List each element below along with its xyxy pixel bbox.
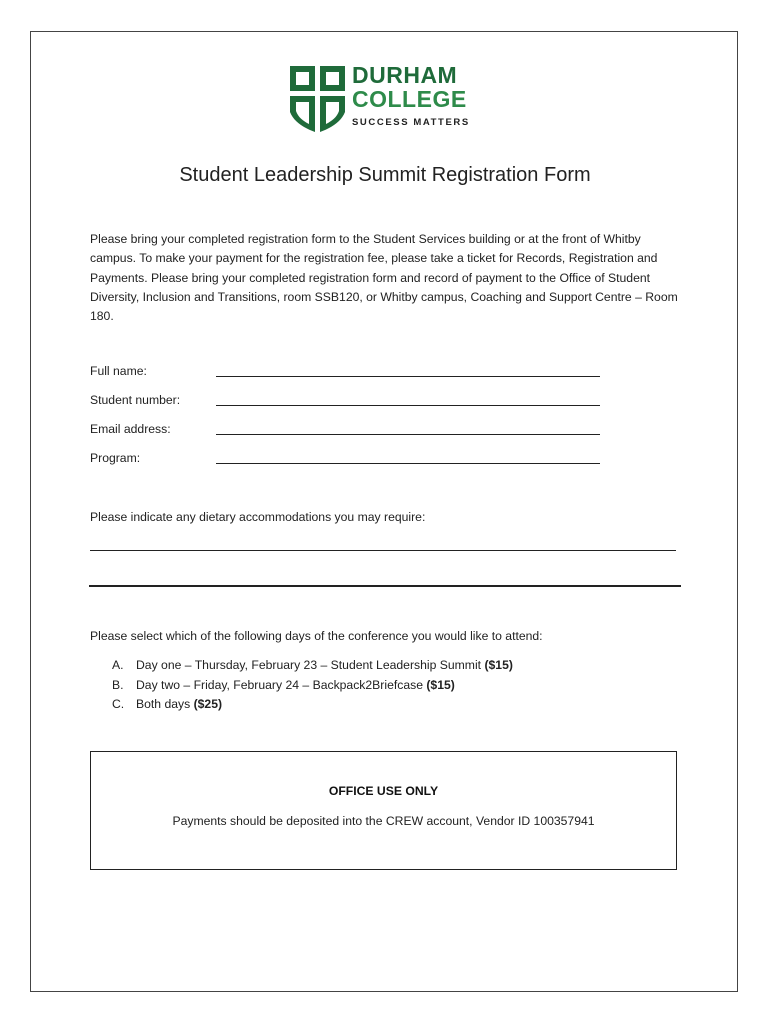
- student-number-label: Student number:: [90, 393, 181, 407]
- option-price: ($15): [484, 658, 513, 672]
- dietary-prompt: Please indicate any dietary accommodations you may require:: [90, 510, 426, 524]
- full-name-blank[interactable]: [216, 376, 600, 377]
- full-name-label: Full name:: [90, 364, 147, 378]
- days-prompt: Please select which of the following days of the conference you would like to attend:: [90, 629, 543, 643]
- program-label: Program:: [90, 451, 141, 465]
- option-day-one[interactable]: [112, 658, 513, 678]
- email-address-field[interactable]: [90, 422, 610, 442]
- student-number-field[interactable]: [90, 393, 610, 413]
- program-blank[interactable]: [216, 463, 600, 464]
- option-day-two[interactable]: [112, 678, 513, 698]
- program-field[interactable]: [90, 451, 610, 471]
- option-price: ($25): [193, 697, 223, 711]
- option-text: Day two – Friday, February 24 – Backpack2Briefcase: [136, 677, 427, 692]
- office-use-title: OFFICE USE ONLY: [328, 784, 439, 798]
- dietary-blank[interactable]: [90, 550, 676, 551]
- email-address-blank[interactable]: [216, 434, 600, 435]
- full-name-field[interactable]: [90, 364, 610, 384]
- logo-line-college: COLLEGE: [352, 86, 467, 112]
- form-title: Student Leadership Summit Registration Form: [179, 164, 591, 186]
- option-letter: B.: [112, 677, 124, 692]
- option-text: Both days: [136, 697, 194, 711]
- logo-line-durham: DURHAM: [352, 62, 458, 88]
- option-both-days[interactable]: [112, 697, 513, 717]
- intro-paragraph: Please bring your completed registration form to the Student Services building or at the front of Whitby campus. To make your payment for the registration fee, please take a ticket for Records, Registration and Payments. Please bring your completed registration form and record of payment to the Office of Student Diversity, Inclusion and Transitions, room SSB120, or Whitby campus, Coaching and Support Centre – Room 180.: [90, 232, 678, 324]
- option-letter: C.: [112, 697, 125, 711]
- option-price: ($15): [426, 677, 455, 692]
- day-options-list: [112, 658, 513, 717]
- email-address-label: Email address:: [90, 422, 171, 436]
- payment-note: Payments should be deposited into the CREW account, Vendor ID 100357941: [172, 814, 595, 828]
- logo-tagline: SUCCESS MATTERS: [352, 117, 470, 128]
- student-number-blank[interactable]: [216, 405, 600, 406]
- shield-icon: [290, 66, 345, 132]
- office-use-box: [90, 751, 677, 870]
- option-text: Day one – Thursday, February 23 – Student Leadership Summit: [136, 658, 485, 672]
- logo-wordmark: [352, 64, 470, 128]
- option-letter: A.: [112, 658, 124, 672]
- section-divider: [89, 585, 681, 587]
